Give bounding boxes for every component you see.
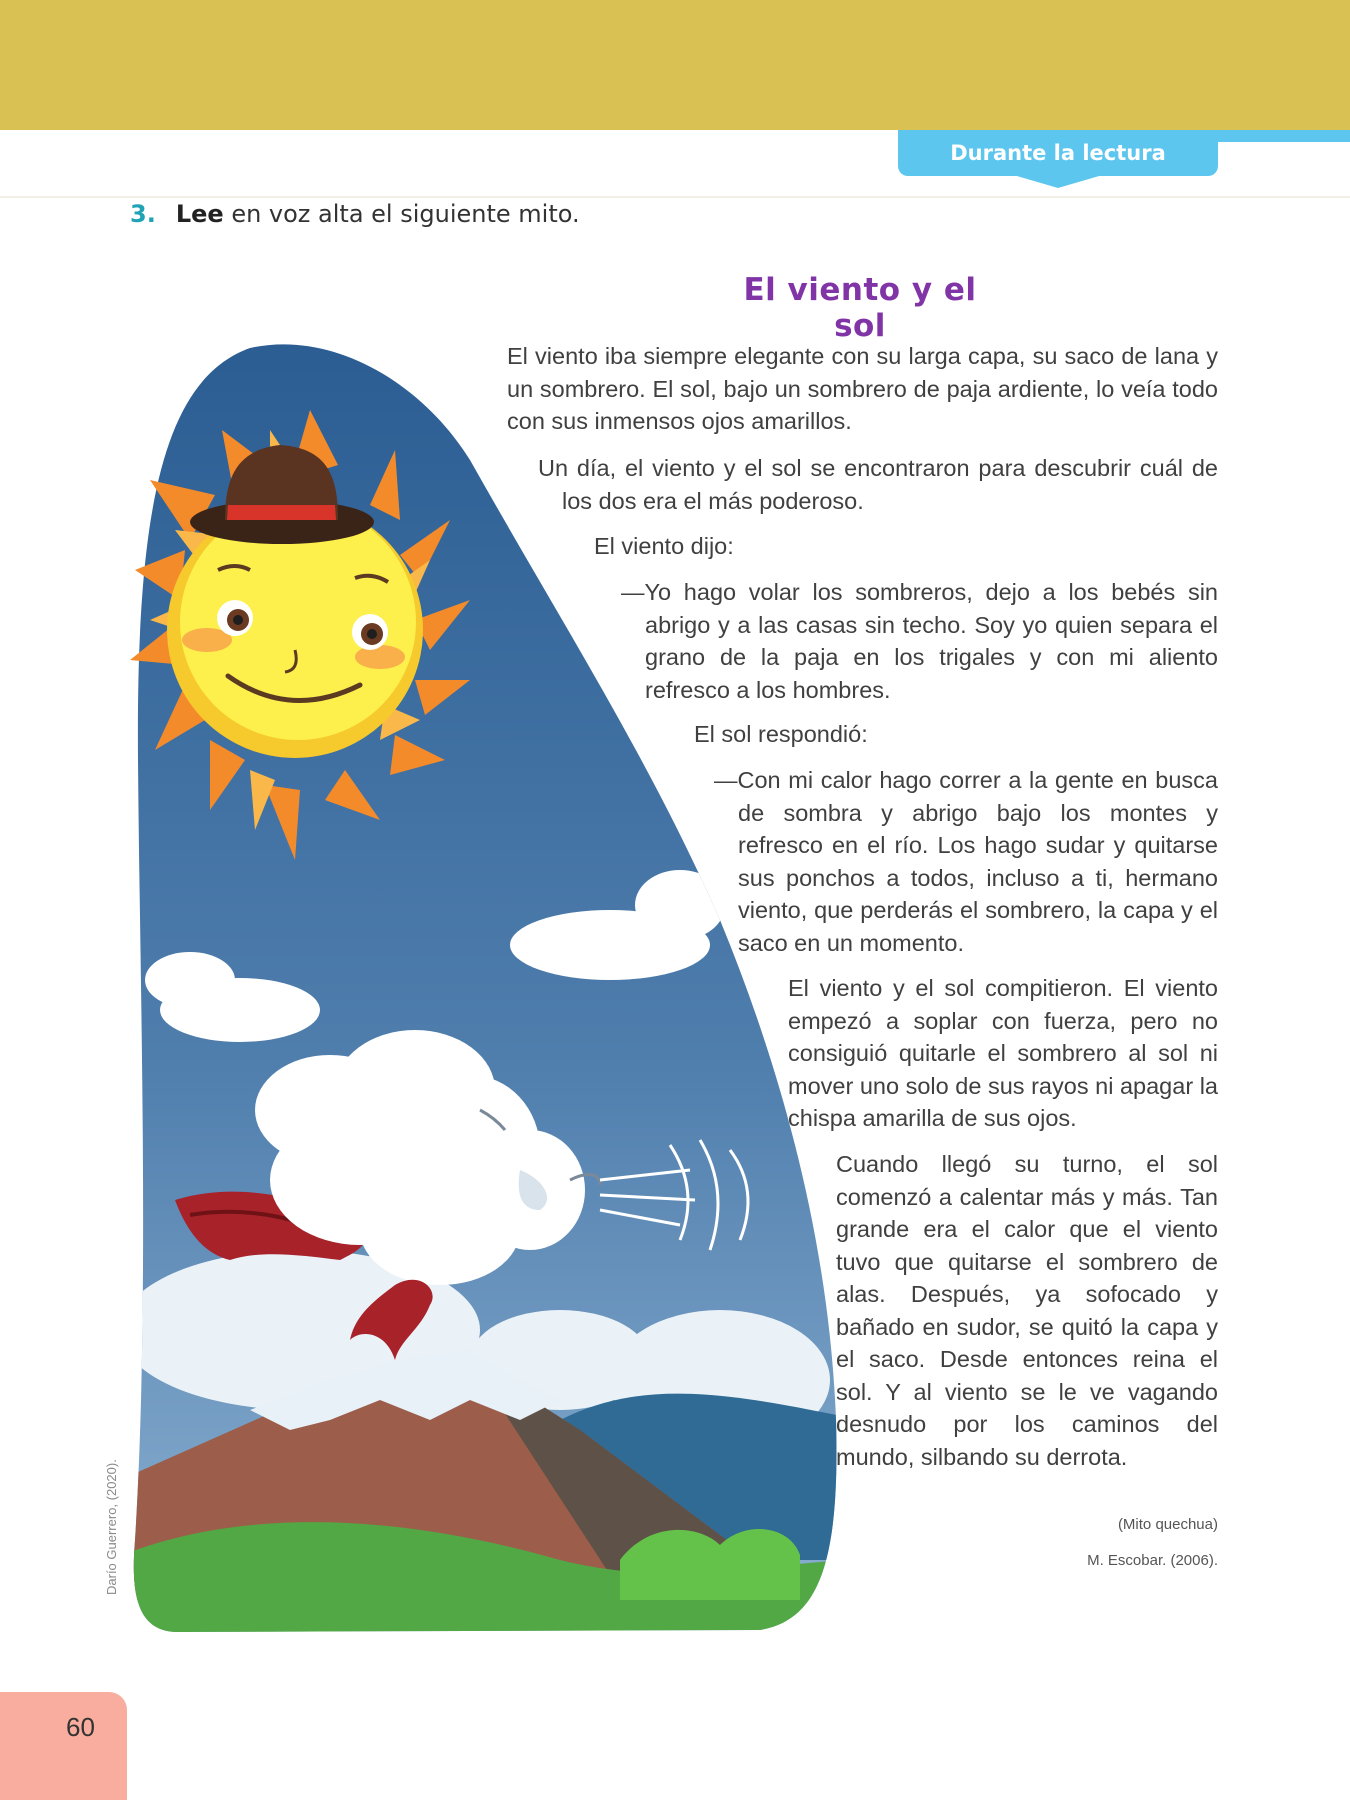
instruction-text: en voz alta el siguiente mito. [223,200,580,228]
story-paragraph-5: El sol respondió: [694,721,868,747]
page-number-tab [0,1692,127,1800]
story-paragraph-4: —Yo hago volar los sombreros, dejo a los bebés sin abrigo y a las casas sin techo. Soy yo quien separa el grano de la paja en los trigales y con mi aliento refresco a los hombres. [621,579,1218,703]
story-paragraph-8: Cuando llegó su turno, el sol comenzó a calentar más y más. Tan grande era el calor que el viento tuvo que quitarse el sombrero de alas. Después, ya sofocado y bañado en sudor, se quitó la capa y el saco. Desde entonces reina el sol. Y al viento se le ve vagando desnudo por los caminos del mundo, silbando su derrota. [836,1151,1218,1470]
activity-number: 3. [130,200,156,228]
story-paragraph-2: Un día, el viento y el sol se encontraron para descubrir cuál de los dos era el más poderoso. [538,455,1218,514]
instruction-verb: Lee [175,200,224,228]
illustration-credit: Darío Guerrero, (2020). [104,1459,119,1595]
story-paragraph-1: El viento iba siempre elegante con su larga capa, su saco de lana y un sombrero. El sol, bajo un sombrero de paja ardiente, lo veía todo con sus inmensos ojos amarillos. [507,343,1218,434]
story-paragraph-7: El viento y el sol compitieron. El viento empezó a soplar con fuerza, pero no consiguió quitarle el sombrero al sol ni mover uno solo de sus rayos ni apagar la chispa amarilla de sus ojos. [788,975,1218,1131]
story-source: M. Escobar. (2006). [1087,1552,1218,1569]
page-number: 60 [66,1712,95,1742]
green-bushes [620,1529,800,1600]
story-paragraph-6: —Con mi calor hago correr a la gente en busca de sombra y abrigo bajo los montes y refresco en el río. Los hago sudar y quitarse sus ponchos a todos, incluso a ti, hermano viento, que perderás el sombrero, la capa y el saco en un momento. [714,767,1218,956]
section-tab: Durante la lectura [898,130,1218,176]
story-origin: (Mito quechua) [1117,1516,1218,1533]
story-paragraph-3: El viento dijo: [594,533,734,559]
story-title: El viento y el sol [743,272,977,344]
